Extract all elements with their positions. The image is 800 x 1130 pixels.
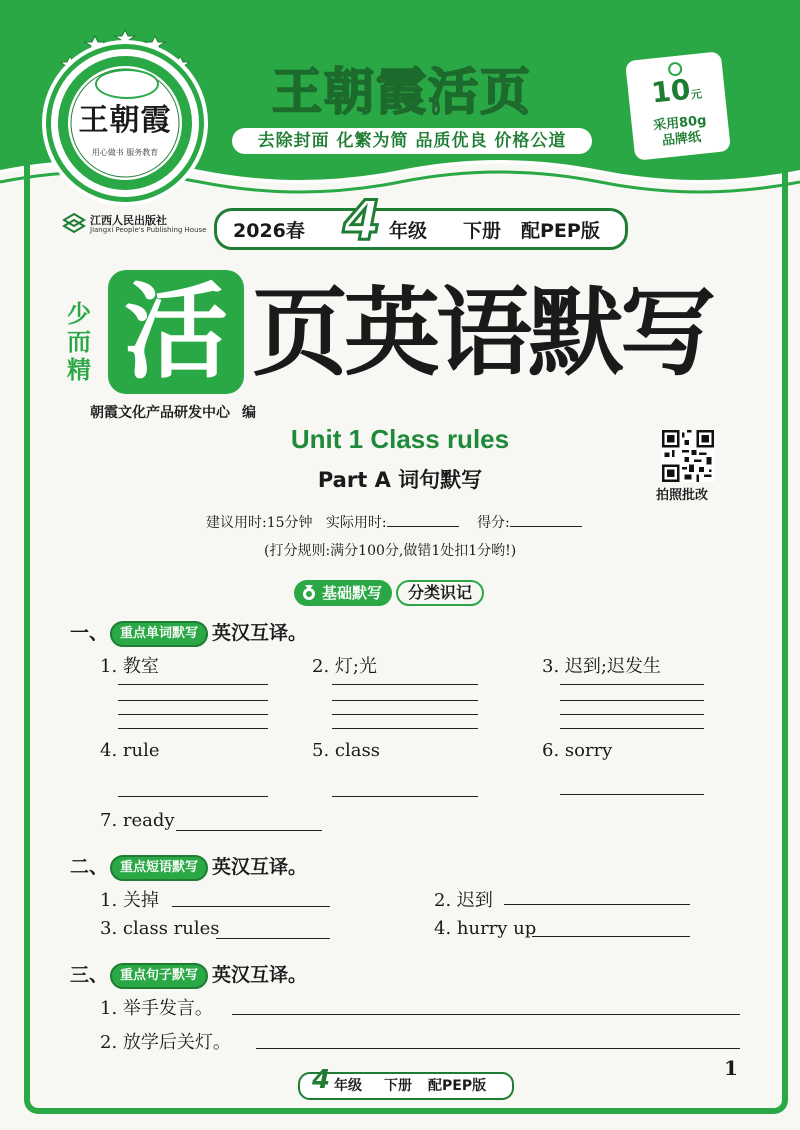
main-title: 页英语默写: [252, 277, 712, 389]
slogan: 去除封面 化繁为简 品质优良 价格公道: [232, 128, 592, 154]
score-label: 得分:: [477, 515, 510, 531]
answer-line[interactable]: [118, 714, 268, 715]
answer-line[interactable]: [560, 684, 704, 685]
edition-year: 2026春: [233, 220, 305, 242]
answer-line[interactable]: [332, 728, 478, 729]
unit-title: Unit 1 Class rules: [290, 424, 510, 454]
paper-note-2: 品牌纸: [661, 129, 702, 149]
paper-note-1: 采用80g: [652, 113, 708, 134]
answer-line[interactable]: [232, 1014, 740, 1015]
answer-line[interactable]: [118, 684, 268, 685]
price-number: 10: [649, 72, 693, 110]
category-pill: [294, 580, 392, 606]
answer-line[interactable]: [560, 714, 704, 715]
side-label: [64, 300, 94, 384]
section-instruction: 英汉互译。: [212, 622, 308, 644]
edition-version: 配PEP版: [521, 220, 600, 242]
publisher: [62, 210, 222, 240]
answer-line[interactable]: [118, 700, 268, 701]
side-label-char: 少: [67, 300, 91, 328]
answer-line[interactable]: [504, 904, 690, 905]
footer-grade: 年级: [334, 1078, 362, 1094]
badge-brand-name: 王朝霞: [78, 103, 172, 138]
brand-badge: [46, 44, 204, 202]
scoring-rule: (打分规则:满分100分,做错1处扣1分哟!): [264, 543, 517, 559]
answer-line[interactable]: [118, 728, 268, 729]
section-tag: 重点短语默写: [110, 855, 208, 881]
section-number: 一、: [70, 622, 109, 644]
huo-char: 活: [123, 271, 228, 393]
series-title: 王朝霞活页: [272, 62, 532, 121]
edition-grade: 年级: [389, 220, 428, 242]
list-item: 2. 灯;光: [312, 656, 377, 677]
list-item: 4. hurry up: [434, 918, 537, 939]
answer-line[interactable]: [176, 830, 322, 831]
actual-time-blank[interactable]: [387, 514, 459, 527]
badge-motto: 用心做书 服务教育: [91, 148, 159, 157]
answer-line[interactable]: [332, 796, 478, 797]
edition-volume: 下册: [463, 220, 502, 242]
list-item: 5. class: [312, 740, 380, 761]
list-item: 6. sorry: [542, 740, 613, 761]
publisher-logo-icon: [62, 212, 86, 236]
footer-version: 配PEP版: [428, 1078, 487, 1094]
section-2-header: [70, 852, 307, 880]
suggested-time: 建议用时:15分钟: [206, 515, 313, 531]
publisher-name: 江西人民出版社: [90, 214, 167, 227]
list-item: 7. ready: [100, 810, 175, 831]
answer-line[interactable]: [560, 794, 704, 795]
footer-edition: [298, 1065, 514, 1100]
answer-line[interactable]: [172, 906, 330, 907]
price-value: [627, 69, 726, 112]
publisher-subtitle: Jiangxi People's Publishing House: [90, 226, 207, 234]
footer-volume: 下册: [384, 1078, 412, 1094]
category-label: 基础默写: [322, 584, 383, 602]
edition-grade-number: 4: [343, 189, 381, 252]
section-tag: 重点单词默写: [110, 621, 208, 647]
section-number: 二、: [70, 856, 109, 878]
editor-name: 朝霞文化产品研发中心: [90, 405, 230, 421]
list-item: 3. class rules: [100, 918, 220, 939]
footer-grade-number: 4: [312, 1065, 331, 1095]
category-sub: 分类识记: [396, 580, 484, 606]
section-tag: 重点句子默写: [110, 963, 208, 989]
answer-line[interactable]: [532, 936, 690, 937]
editor-credit: [90, 402, 256, 422]
actual-time-label: 实际用时:: [325, 515, 387, 531]
side-label-char: 而: [67, 328, 91, 356]
section-instruction: 英汉互译。: [212, 964, 308, 986]
part-title: Part A 词句默写: [317, 468, 483, 492]
section-instruction: 英汉互译。: [212, 856, 308, 878]
section-1-header: [70, 618, 307, 646]
list-item: 1. 教室: [100, 656, 159, 677]
answer-line[interactable]: [332, 714, 478, 715]
qr-code-icon[interactable]: [662, 430, 714, 482]
answer-line[interactable]: [332, 684, 478, 685]
list-item: 1. 关掉: [100, 890, 159, 911]
editor-role: 编: [242, 405, 256, 421]
answer-line[interactable]: [560, 700, 704, 701]
answer-line[interactable]: [256, 1048, 740, 1049]
paper-note: [631, 111, 730, 153]
price-unit: 元: [690, 87, 703, 102]
price-tag: [625, 51, 731, 160]
list-item: 2. 迟到: [434, 890, 493, 911]
list-item: 2. 放学后关灯。: [100, 1032, 231, 1053]
section-3-header: [70, 960, 307, 988]
category-header: [294, 580, 484, 606]
score-blank[interactable]: [510, 514, 582, 527]
timing-line: [206, 512, 596, 532]
side-label-char: 精: [67, 356, 91, 384]
section-number: 三、: [70, 964, 109, 986]
answer-line[interactable]: [332, 700, 478, 701]
list-item: 1. 举手发言。: [100, 998, 213, 1019]
list-item: 4. rule: [100, 740, 160, 761]
medal-icon: [300, 584, 318, 602]
list-item: 3. 迟到;迟发生: [542, 656, 661, 677]
answer-line[interactable]: [118, 796, 268, 797]
answer-line[interactable]: [560, 728, 704, 729]
edition-pill: [214, 189, 628, 252]
page-number: 1: [724, 1056, 738, 1080]
answer-line[interactable]: [216, 938, 330, 939]
qr-label: 拍照批改: [656, 488, 709, 503]
huo-box: [108, 270, 244, 394]
